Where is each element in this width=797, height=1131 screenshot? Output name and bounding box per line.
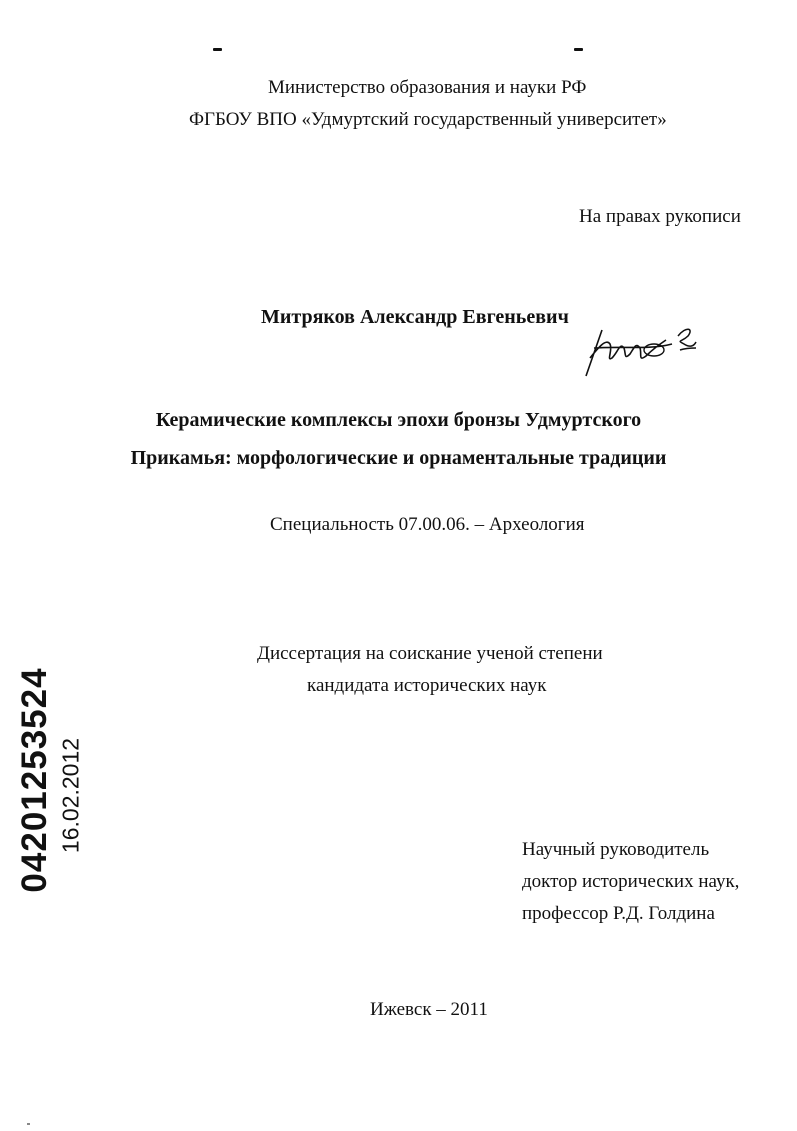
author-name: Митряков Александр Евгеньевич: [261, 306, 569, 328]
supervisor-degree: доктор исторических наук,: [522, 871, 740, 892]
specialty-line: Специальность 07.00.06. – Археология: [270, 514, 585, 535]
supervisor-label: Научный руководитель: [522, 839, 710, 860]
signature-icon: [580, 318, 700, 380]
scan-mark-right: [574, 48, 583, 51]
degree-line2: кандидата исторических наук: [307, 675, 547, 696]
scan-mark-left: [213, 48, 222, 51]
scan-speck: [27, 1123, 30, 1125]
thesis-title-line2: Прикамья: морфологические и орнаментальные традиции: [130, 447, 667, 469]
ministry-line: Министерство образования и науки РФ: [268, 77, 587, 98]
supervisor-name: профессор Р.Д. Голдина: [522, 903, 715, 924]
place-year: Ижевск – 2011: [370, 999, 488, 1020]
rights-note: На правах рукописи: [579, 206, 741, 227]
library-stamp-date: 16.02.2012: [57, 737, 84, 854]
degree-line1: Диссертация на соискание ученой степени: [257, 643, 603, 664]
university-line: ФГБОУ ВПО «Удмуртский государственный университет»: [189, 109, 667, 130]
library-stamp-number: 04201253524: [15, 667, 54, 893]
thesis-title-line1: Керамические комплексы эпохи бронзы Удмуртского: [155, 409, 642, 431]
